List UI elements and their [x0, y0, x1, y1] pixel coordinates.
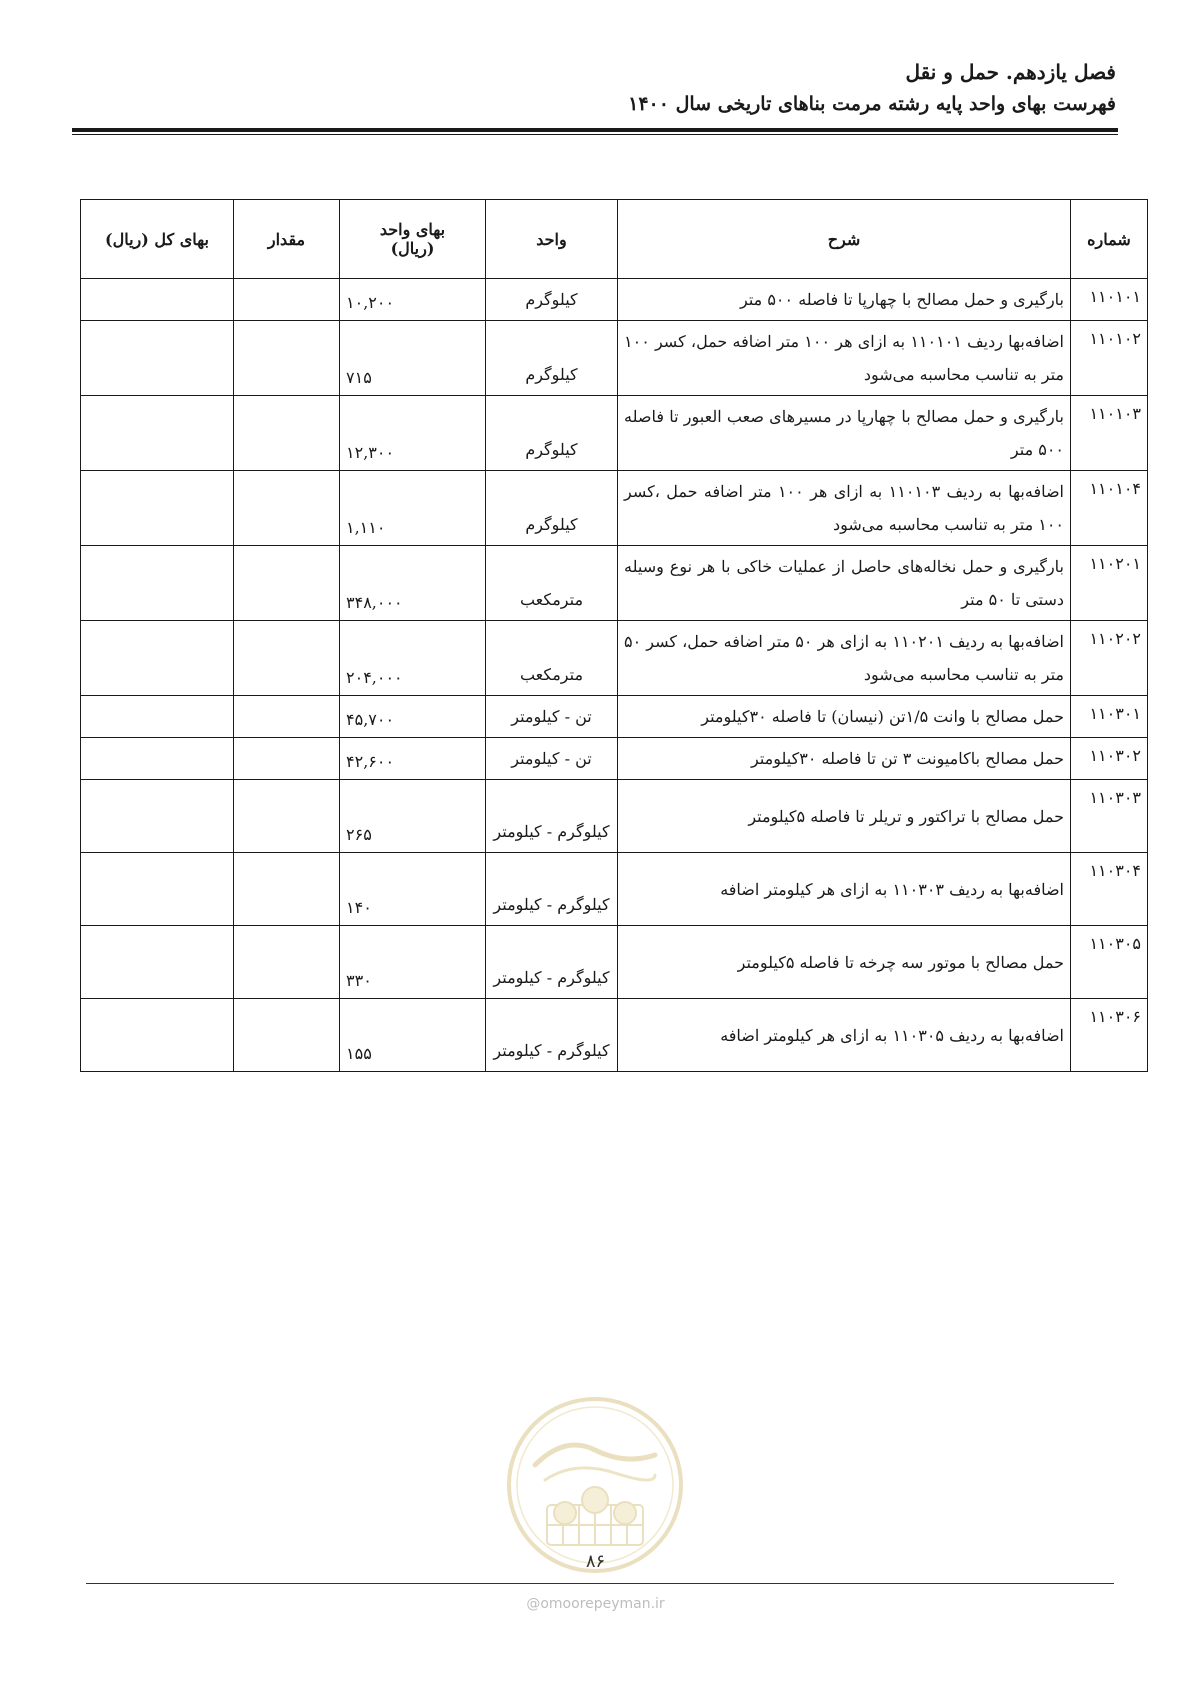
unit-price-value: ۷۱۵ [346, 368, 372, 387]
row-unit-price [340, 696, 486, 738]
row-quantity [234, 279, 340, 321]
row-quantity [234, 738, 340, 780]
column-header-code: شماره [1071, 200, 1148, 279]
row-code: ۱۱۰۳۰۲ [1071, 738, 1148, 780]
page-number: ۸۶ [585, 1551, 606, 1572]
row-code: ۱۱۰۳۰۶ [1071, 999, 1148, 1072]
unit-price-value: ۳۴۸,۰۰۰ [346, 593, 403, 612]
row-code: ۱۱۰۱۰۴ [1071, 471, 1148, 546]
row-total-price [81, 471, 234, 546]
row-total-price [81, 738, 234, 780]
row-description: اضافه‌بها به ردیف ۱۱۰۳۰۵ به ازای هر کیلومتر اضافه [618, 999, 1071, 1072]
row-total-price [81, 621, 234, 696]
column-header-quantity: مقدار [234, 200, 340, 279]
unit-price-value: ۴۲,۶۰۰ [346, 752, 395, 771]
row-code: ۱۱۰۲۰۱ [1071, 546, 1148, 621]
row-unit: کیلوگرم - کیلومتر [486, 780, 618, 853]
header-rule-thin [72, 134, 1118, 135]
row-description: بارگیری و حمل مصالح با چهارپا تا فاصله ۵۰۰ متر [618, 279, 1071, 321]
row-unit-price [340, 279, 486, 321]
watermark-text: @omoorepeyman.ir [526, 1596, 665, 1612]
unit-price-value: ۱۵۵ [346, 1044, 372, 1063]
row-unit-price [340, 321, 486, 396]
row-unit-price [340, 780, 486, 853]
row-quantity [234, 621, 340, 696]
table-row [81, 780, 1148, 853]
unit-price-value: ۱۰,۲۰۰ [346, 293, 395, 312]
row-quantity [234, 999, 340, 1072]
row-description: اضافه‌بها به ردیف ۱۱۰۱۰۳ به ازای هر ۱۰۰ متر اضافه حمل ،کسر ۱۰۰ متر به تناسب محاسبه می‌شود [618, 471, 1071, 546]
row-code: ۱۱۰۱۰۱ [1071, 279, 1148, 321]
row-description: حمل مصالح با تراکتور و تریلر تا فاصله ۵کیلومتر [618, 780, 1071, 853]
row-description: اضافه‌بها به ردیف ۱۱۰۲۰۱ به ازای هر ۵۰ متر اضافه حمل، کسر ۵۰ متر به تناسب محاسبه می‌شود [618, 621, 1071, 696]
row-unit: کیلوگرم - کیلومتر [486, 926, 618, 999]
row-total-price [81, 999, 234, 1072]
row-description: بارگیری و حمل مصالح با چهارپا در مسیرهای صعب العبور تا فاصله ۵۰۰ متر [618, 396, 1071, 471]
row-unit-price [340, 999, 486, 1072]
row-total-price [81, 926, 234, 999]
table-row [81, 546, 1148, 621]
row-description: اضافه‌بها ردیف ۱۱۰۱۰۱ به ازای هر ۱۰۰ متر اضافه حمل، کسر ۱۰۰ متر به تناسب محاسبه می‌شود [618, 321, 1071, 396]
table-row [81, 738, 1148, 780]
table-row [81, 696, 1148, 738]
row-code: ۱۱۰۱۰۲ [1071, 321, 1148, 396]
row-code: ۱۱۰۳۰۵ [1071, 926, 1148, 999]
document-title: فهرست بهای واحد پایه رشته مرمت بناهای تاریخی سال ۱۴۰۰ [628, 93, 1116, 115]
row-total-price [81, 780, 234, 853]
row-total-price [81, 396, 234, 471]
row-unit: کیلوگرم - کیلومتر [486, 853, 618, 926]
row-unit: کیلوگرم [486, 471, 618, 546]
row-description: حمل مصالح باکامیونت ۳ تن تا فاصله ۳۰کیلومتر [618, 738, 1071, 780]
row-total-price [81, 546, 234, 621]
table-row [81, 853, 1148, 926]
row-quantity [234, 853, 340, 926]
table-body [81, 279, 1148, 1072]
row-unit: تن - کیلومتر [486, 738, 618, 780]
chapter-title: فصل یازدهم. حمل و نقل [905, 60, 1116, 84]
unit-price-value: ۴۵,۷۰۰ [346, 710, 395, 729]
table-row [81, 621, 1148, 696]
row-unit-price [340, 853, 486, 926]
unit-price-value: ۱۲,۳۰۰ [346, 443, 395, 462]
row-unit-price [340, 738, 486, 780]
row-total-price [81, 279, 234, 321]
row-quantity [234, 546, 340, 621]
unit-price-value: ۲۶۵ [346, 825, 372, 844]
unit-price-value: ۳۳۰ [346, 971, 372, 990]
row-code: ۱۱۰۳۰۱ [1071, 696, 1148, 738]
row-quantity [234, 396, 340, 471]
unit-price-value: ۱۴۰ [346, 898, 372, 917]
table-row [81, 279, 1148, 321]
row-description: حمل مصالح با وانت ۱/۵تن (نیسان) تا فاصله ۳۰کیلومتر [618, 696, 1071, 738]
row-quantity [234, 926, 340, 999]
table-row [81, 926, 1148, 999]
price-list-table [80, 199, 1148, 1072]
table-row [81, 471, 1148, 546]
row-quantity [234, 780, 340, 853]
column-header-description: شرح [618, 200, 1071, 279]
unit-price-value: ۱,۱۱۰ [346, 518, 386, 537]
row-unit-price [340, 396, 486, 471]
row-total-price [81, 321, 234, 396]
row-unit: تن - کیلومتر [486, 696, 618, 738]
table-row [81, 321, 1148, 396]
unit-price-currency: (ریال) [390, 239, 435, 258]
row-total-price [81, 853, 234, 926]
seal-logo [505, 1395, 685, 1575]
row-quantity [234, 696, 340, 738]
table-row [81, 396, 1148, 471]
table-header-row [81, 200, 1148, 279]
footer-rule [86, 1583, 1114, 1584]
row-quantity [234, 471, 340, 546]
row-code: ۱۱۰۳۰۴ [1071, 853, 1148, 926]
row-unit-price [340, 926, 486, 999]
row-total-price [81, 696, 234, 738]
row-unit-price [340, 546, 486, 621]
unit-price-value: ۲۰۴,۰۰۰ [346, 668, 403, 687]
row-unit: کیلوگرم [486, 396, 618, 471]
row-description: حمل مصالح با موتور سه چرخه تا فاصله ۵کیلومتر [618, 926, 1071, 999]
unit-price-label: بهای واحد [379, 220, 446, 239]
row-unit-price [340, 471, 486, 546]
column-header-total-price: بهای کل (ریال) [81, 200, 234, 279]
header-rule-thick [72, 128, 1118, 132]
column-header-unit-price [340, 200, 486, 279]
row-unit-price [340, 621, 486, 696]
row-description: اضافه‌بها به ردیف ۱۱۰۳۰۳ به ازای هر کیلومتر اضافه [618, 853, 1071, 926]
table-row [81, 999, 1148, 1072]
row-unit: مترمکعب [486, 546, 618, 621]
row-quantity [234, 321, 340, 396]
row-unit: کیلوگرم [486, 321, 618, 396]
row-code: ۱۱۰۳۰۳ [1071, 780, 1148, 853]
row-unit: کیلوگرم [486, 279, 618, 321]
row-description: بارگیری و حمل نخاله‌های حاصل از عملیات خاکی با هر نوع وسیله دستی تا ۵۰ متر [618, 546, 1071, 621]
row-code: ۱۱۰۱۰۳ [1071, 396, 1148, 471]
column-header-unit: واحد [486, 200, 618, 279]
page-header [76, 56, 1116, 120]
row-unit: مترمکعب [486, 621, 618, 696]
row-unit: کیلوگرم - کیلومتر [486, 999, 618, 1072]
row-code: ۱۱۰۲۰۲ [1071, 621, 1148, 696]
